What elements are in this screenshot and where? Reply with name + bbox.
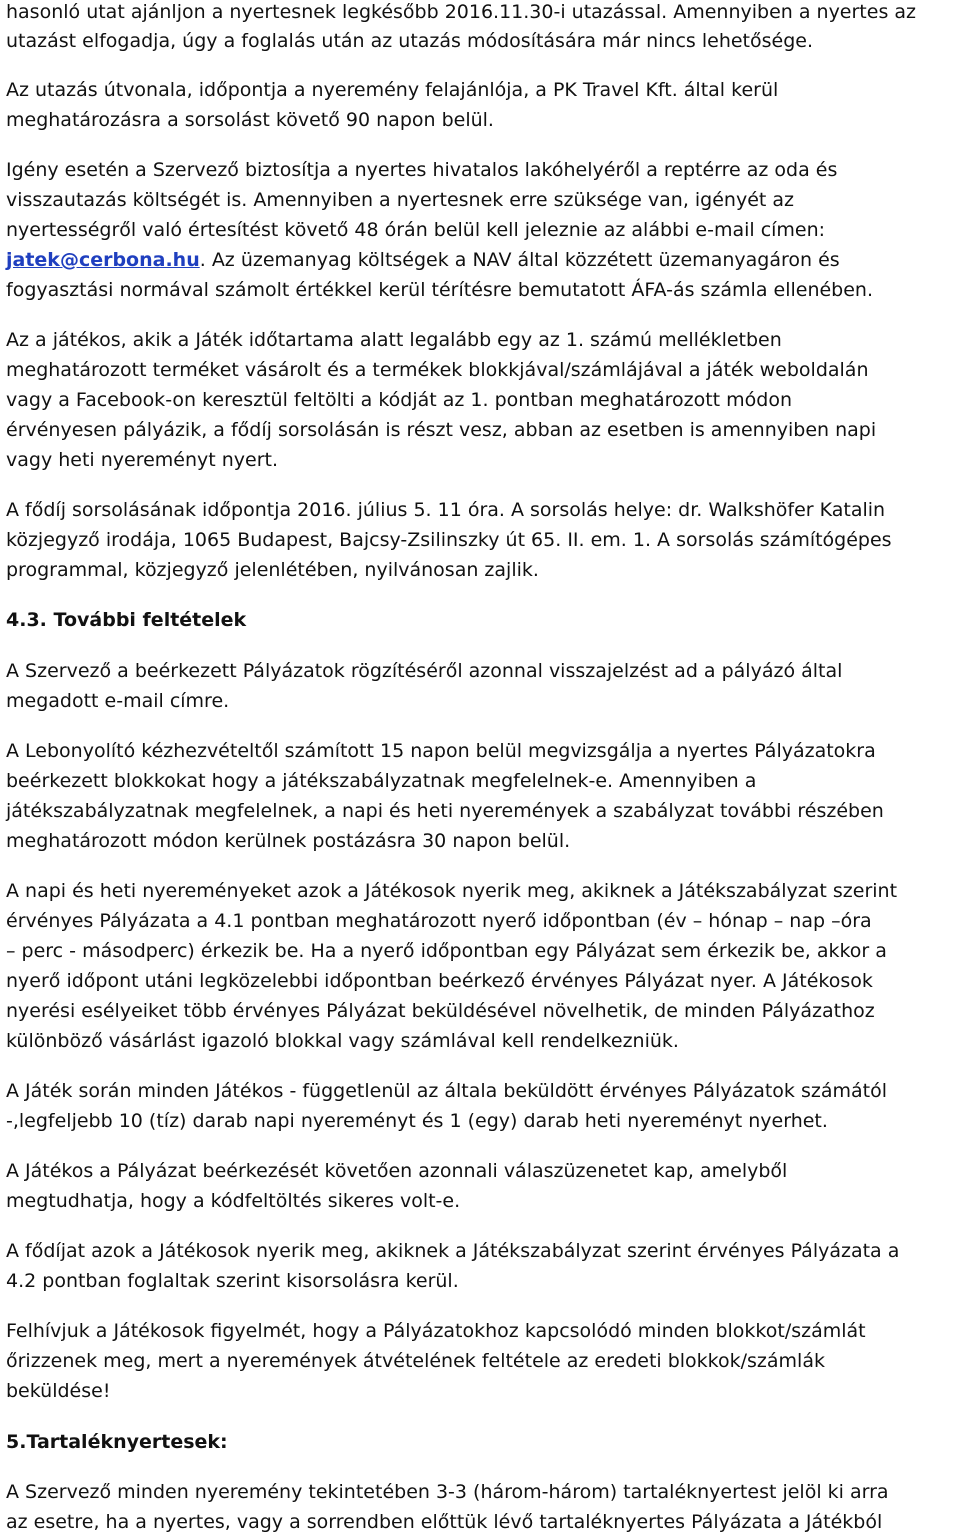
text-line: -,legfeljebb 10 (tíz) darab napi nyereményt és 1 (egy) darab heti nyereményt nyerhet.: [6, 1110, 828, 1132]
section-number: 4.3.: [6, 609, 47, 631]
text-line: A Szervező a beérkezett Pályázatok rögzítéséről azonnal visszajelzést ad a pályázó által: [6, 660, 843, 682]
text-line: A fődíjat azok a Játékosok nyerik meg, akiknek a Játékszabályzat szerint érvényes Pályázata a: [6, 1240, 900, 1262]
text-line: nyertességről való értesítést követő 48 órán belül kell jeleznie az alábbi e-mail címen:: [6, 219, 826, 241]
text-line: az esetre, ha a nyertes, vagy a sorrendben előttük lévő tartaléknyertes Pályázata a Játékból: [6, 1511, 883, 1533]
text-line: A Szervező minden nyeremény tekintetében 3-3 (három-három) tartaléknyertest jelöl ki arra: [6, 1481, 889, 1503]
text-line: A napi és heti nyereményeket azok a Játékosok nyerik meg, akiknek a Játékszabályzat szerint: [6, 880, 898, 902]
text-line: érvényes Pályázata a 4.1 pontban meghatározott nyerő időpontban (év – hónap – nap –óra: [6, 910, 872, 932]
text-line: vagy heti nyereményt nyert.: [6, 449, 279, 471]
text-line: Igény esetén a Szervező biztosítja a nyertes hivatalos lakóhelyéről a reptérre az oda és: [6, 159, 838, 181]
text-line: A fődíj sorsolásának időpontja 2016. július 5. 11 óra. A sorsolás helye: dr. Walkshöfer Katalin: [6, 499, 886, 521]
text-line: A Játékos a Pályázat beérkezését követően azonnali válaszüzenetet kap, amelyből: [6, 1160, 788, 1182]
text-line: [6, 248, 840, 272]
text-line: Az a játékos, akik a Játék időtartama alatt legalább egy az 1. számú mellékletben: [6, 329, 782, 351]
text-line: – perc - másodperc) érkezik be. Ha a nyerő időpontban egy Pályázat sem érkezik be, akkor a: [6, 940, 887, 962]
text-fragment: . Az üzemanyag költségek a NAV által közzétett üzemanyagáron és: [199, 249, 840, 271]
text-line: 4.2 pontban foglaltak szerint kisorsolásra kerül.: [6, 1270, 459, 1292]
section-number: 5.: [6, 1431, 27, 1453]
text-line: megadott e-mail címre.: [6, 690, 230, 712]
text-line: vagy a Facebook-on keresztül feltölti a kódját az 1. pontban meghatározott módon: [6, 389, 793, 411]
text-line: visszautazás költségét is. Amennyiben a nyertesnek erre szüksége van, igényét az: [6, 189, 795, 211]
text-line: játékszabályzatnak megfelelnek, a napi és heti nyeremények a szabályzat további részében: [6, 800, 884, 822]
text-line: nyerő időpont utáni legközelebbi időpontban beérkező érvényes Pályázat nyer. A Játékosok: [6, 970, 873, 992]
text-line: különböző vásárlást igazoló blokkal vagy számlával kell rendelkezniük.: [6, 1030, 679, 1052]
text-line: Felhívjuk a Játékosok figyelmét, hogy a Pályázatokhoz kapcsolódó minden blokkot/számlát: [6, 1320, 866, 1342]
text-line: megtudhatja, hogy a kódfeltöltés sikeres volt-e.: [6, 1190, 461, 1212]
text-line: utazást elfogadja, úgy a foglalás után az utazás módosítására már nincs lehetősége.: [6, 30, 813, 52]
text-line: őrizzenek meg, mert a nyeremények átvételének feltétele az eredeti blokkok/számlák: [6, 1350, 825, 1372]
text-line: közjegyző irodája, 1065 Budapest, Bajcsy-Zsilinszky út 65. II. em. 1. A sorsolás számítógépes: [6, 529, 892, 551]
text-line: érvényesen pályázik, a fődíj sorsolásán is részt vesz, abban az esetben is amennyiben napi: [6, 419, 877, 441]
text-line: fogyasztási normával számolt értékkel kerül térítésre bemutatott ÁFA-ás számla ellenében.: [6, 279, 874, 301]
section-title: Tartaléknyertesek:: [26, 1431, 228, 1453]
email-link[interactable]: jatek@cerbona.hu: [6, 249, 200, 271]
section-heading: [6, 608, 246, 632]
text-line: meghatározott módon kerülnek postázásra 30 napon belül.: [6, 830, 571, 852]
text-line: meghatározásra a sorsolást követő 90 napon belül.: [6, 109, 494, 131]
text-line: nyerési esélyeiket több érvényes Pályázat beküldésével növelhetik, de minden Pályázathoz: [6, 1000, 875, 1022]
text-line: hasonló utat ajánljon a nyertesnek legkésőbb 2016.11.30-i utazással. Amennyiben a nyertes az: [6, 1, 917, 23]
section-title: További feltételek: [53, 609, 247, 631]
section-heading: [6, 1430, 228, 1454]
text-line: Az utazás útvonala, időpontja a nyeremény felajánlója, a PK Travel Kft. által kerül: [6, 79, 779, 101]
text-line: A Játék során minden Játékos - függetlenül az általa beküldött érvényes Pályázatok számától: [6, 1080, 887, 1102]
text-line: beérkezett blokkokat hogy a játékszabályzatnak megfelelnek-e. Amennyiben a: [6, 770, 757, 792]
text-line: beküldése!: [6, 1380, 111, 1402]
text-line: meghatározott terméket vásárolt és a termékek blokkjával/számlájával a játék weboldalán: [6, 359, 869, 381]
text-line: programmal, közjegyző jelenlétében, nyilvánosan zajlik.: [6, 559, 539, 581]
text-line: A Lebonyolító kézhezvételtől számított 15 napon belül megvizsgálja a nyertes Pályázatokra: [6, 740, 876, 762]
